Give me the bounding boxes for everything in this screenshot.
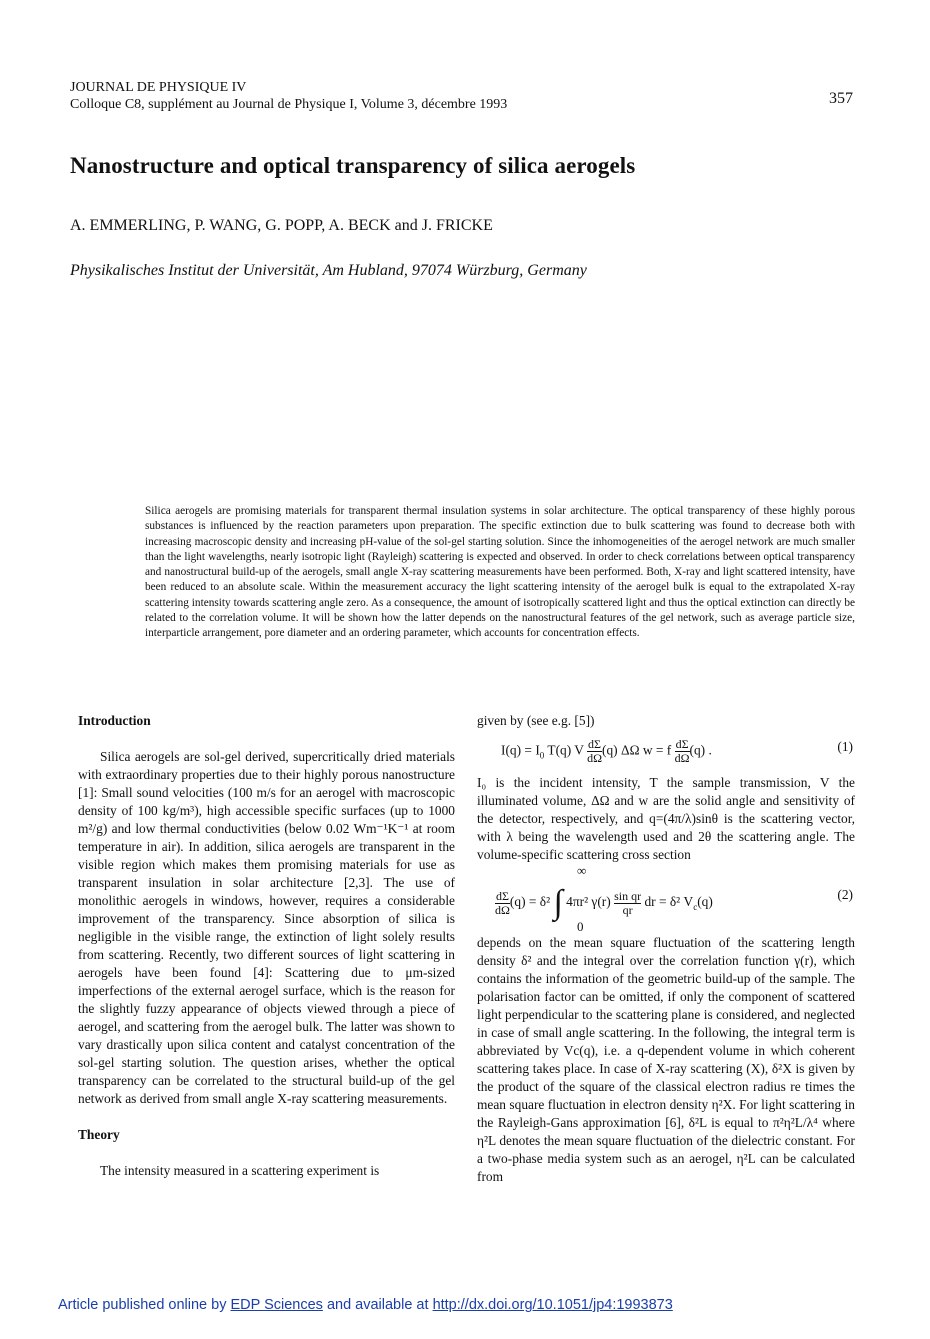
eq1-fraction: $\frac{d\Sigma}{d\Omega}$ [587,737,602,765]
paragraph-correlation: depends on the mean square fluctuation of the scattering length density δ² and the integral over the correlation function γ(r), which contains the information of the geometric build-up of the sample. The polarisation factor can be omitted, if only the component of scattered light perpendicular to the scattering plane is considered, and neglected in case of small angle scattering. In the following, the integral term is abbreviated by Vc(q), i.e. a q-dependent volume in which coherent scattering takes place. In case of X-ray scattering (X), δ²X is given by the product of the square of the classical electron radius re times the mean square fluctuation in electron density η²X. For light scattering in the Rayleigh-Gans approximation [6], δ²L is equal to π²η²L/λ⁴ where η²L denotes the mean square fluctuation of the dielectric constant. For a two-phase media system such as an aerogel, η²L can be calculated from [477,935,855,1184]
eq1-end: (q) . [689,742,712,758]
section-heading-introduction: Introduction [78,713,151,728]
theory-text: The intensity measured in a scattering experiment is [100,1163,380,1178]
abstract: Silica aerogels are promising materials for transparent thermal insulation systems in solar architecture. The optical transparency of these highly porous substances is influenced by the reaction parameters upon preparation. The specific extinction due to bulk scattering was found to decrease both with increasing macroscopic density and increasing pH-value of the sol-gel starting solution. Since the inhomogeneities of the aerogel network are much smaller than the light wavelengths, nearly isotropic light (Rayleigh) scattering is expected and observed. In order to check correlations between optical transparency and nanostructural build-up of the aerogels, small angle X-ray scattering measurements have been performed. Both, X-ray and light scattered intensity, have been reduced to an absolute scale. Within the measurement accuracy the light scattering intensity of the aerogel bulk is equal to the extrapolated X-ray scattering intensity towards scattering angle zero. As a consequence, the amount of isotropically scattered light and thus the optical extinction can directly be related to the correlation volume. It will be shown how the latter depends on the nanostructural features of the gel network, such as average particle size, interparticle arrangement, pore diameter and an ordering parameter, which accounts for concentration effects. [145,505,855,640]
eq2-body: 4πr² γ(r) [566,894,611,910]
doi-link[interactable]: http://dx.doi.org/10.1051/jp4:1993873 [432,1297,673,1313]
colloque-line: Colloque C8, supplément au Journal de Physique I, Volume 3, décembre 1993 [70,97,508,112]
paper-title: Nanostructure and optical transparency of silica aerogels [70,153,636,178]
eq2-fraction-lhs: $\frac{d\Sigma}{d\Omega}$ [495,888,510,917]
journal-header [70,79,507,113]
equation-2: ∞ $\frac{d\Sigma}{d\Omega}$ (q) = δ² ∫ 4πr² γ(r) $\frac{\text{sin qr}}{qr}$ dr = δ² $V_c(q)$ 0 (2) [495,863,853,934]
section-heading-theory: Theory [78,1127,120,1142]
journal-name: JOURNAL DE PHYSIQUE IV [70,80,247,95]
eq2-fraction-sin: $\frac{\text{sin qr}}{qr}$ [614,888,642,917]
eq1-lhs: I(q) = I [501,742,540,758]
eq1-mid: T(q) V [547,742,584,758]
eq2-lhs: (q) = δ² [509,894,551,910]
footer-middle: and available at [322,1297,433,1313]
authors: A. EMMERLING, P. WANG, G. POPP, A. BECK and J. FRICKE [70,217,493,234]
integral-sign: ∫ [553,884,563,921]
introduction-text: Silica aerogels are sol-gel derived, supercritically dried materials with extraordinary properties due to their highly porous nanostructure [1]: Small sound velocities (100 m/s for an aerogel with macroscopic density of 100 kg/m³), high accessible specific surfaces (up to 1000 m²/g) and low thermal conductivities (below 0.02 Wm⁻¹K⁻¹ at room temperature in air). In addition, silica aerogels are transparent in the visible region which makes them promising materials for use as transparent insulation in solar architecture [2,3]. The use of monolithic aerogels in windows, however, requires a considerable improvement of the transparency. Since absorption of silica is negligible in the visible range, the extinction of light solely results from scattering. Recently, two different sources of light scattering in aerogels have been found [4]: Scattering due to μm-sized imperfections of the external aerogel surface, which is the reason for the slightly fuzzy appearance of objects viewed through a piece of aerogel, and scattering from the aerogel bulk. The latter was shown to vary drastically upon silica content and catalyst concentration of the sol-gel starting solution. The question arises, whether the optical transparency can be correlated to the structural build-up of the gel network as derived from small angle X-ray scattering measurements. [78,749,455,1106]
right-column [477,712,855,1186]
page-number: 357 [829,90,853,107]
publisher-link[interactable]: EDP Sciences [230,1297,323,1313]
paragraph-incident-intensity: I₀ is the incident intensity, T the sample transmission, V the illuminated volume, ΔΩ and w are the solid angle and sensitivity of the detector, respectively, and q=(4π/λ)sinθ is the scattering vector, with λ being the wavelength used and 2θ the scattering angle. The volume-specific scattering cross section [477,775,855,862]
footer [58,1297,673,1313]
equation-number-2: (2) [837,887,853,902]
given-by-text: given by (see e.g. [5]) [477,713,595,728]
equation-number-1: (1) [837,739,853,754]
eq2-lower-limit: 0 [577,919,584,934]
eq2-tail: dr = δ² V [644,894,694,910]
equation-1: $I(q) = I_0$ T(q) V $\frac{d\Sigma}{d\Omega}$ (q) ΔΩ w = f $\frac{d\Sigma}{d\Omega}$ (q) . (1) [501,737,853,765]
eq1-fraction-2: $\frac{d\Sigma}{d\Omega}$ [674,737,690,765]
eq2-end: (q) [697,894,713,910]
eq2-upper-limit: ∞ [577,863,587,878]
left-column [78,712,455,1180]
eq1-tail: (q) ΔΩ w = f [602,742,672,758]
affiliation: Physikalisches Institut der Universität, Am Hubland, 97074 Würzburg, Germany [70,262,587,279]
footer-prefix: Article published online by [58,1297,231,1313]
